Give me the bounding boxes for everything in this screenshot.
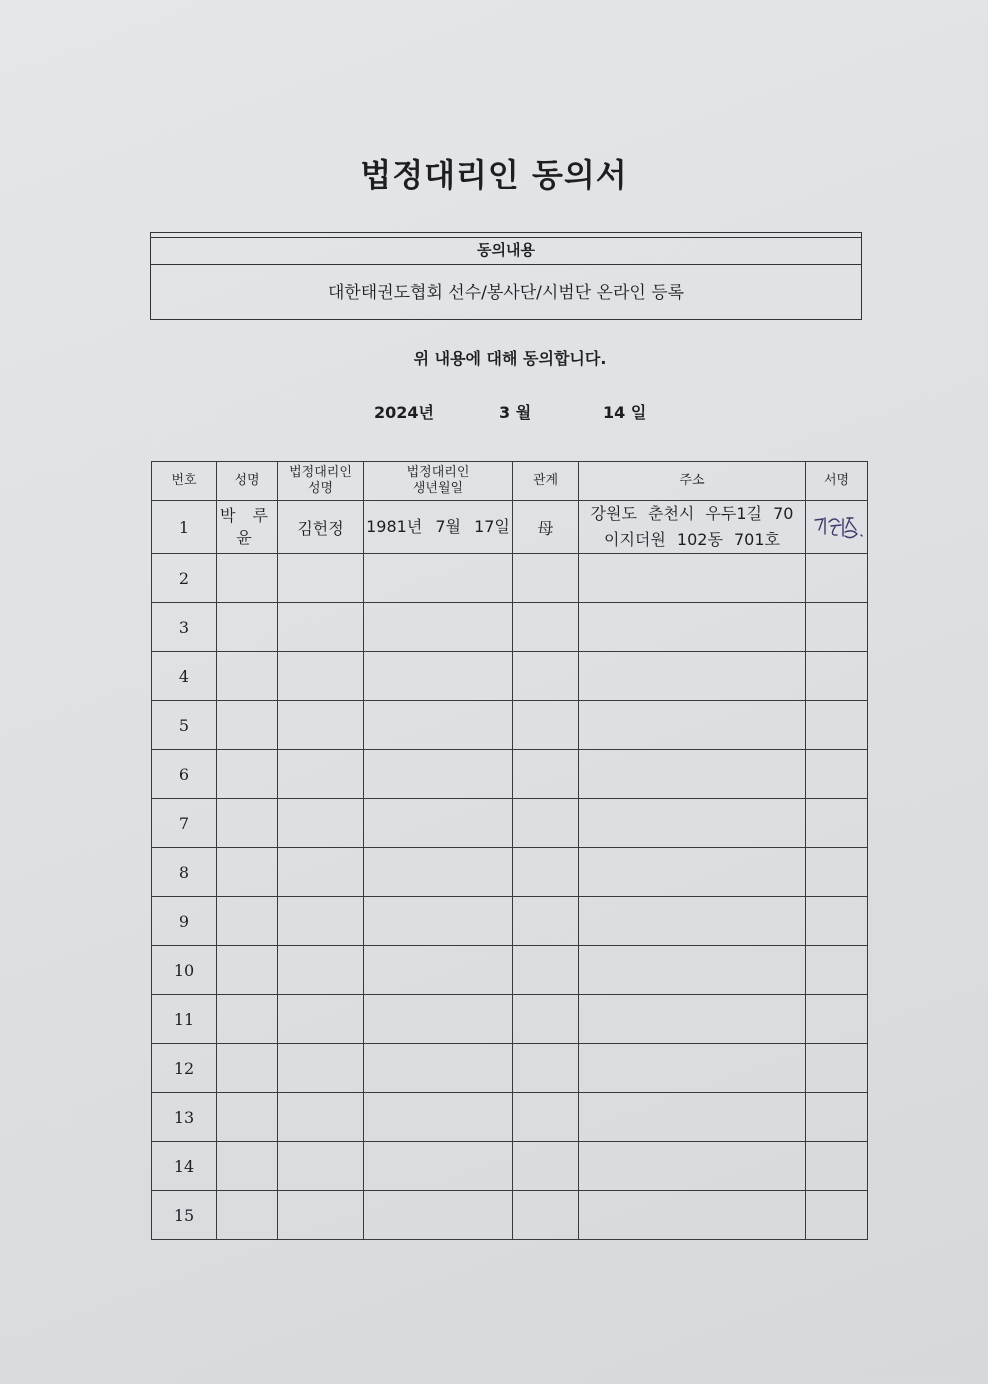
table-header-row: [152, 462, 868, 501]
empty-cell: [513, 995, 579, 1044]
empty-cell: [513, 1044, 579, 1093]
header-guardian-name-line2: 성명: [307, 481, 334, 496]
header-guardian-name: [278, 462, 364, 501]
empty-cell: [364, 897, 513, 946]
empty-cell: [364, 750, 513, 799]
empty-cell: [278, 1044, 364, 1093]
empty-cell: [513, 946, 579, 995]
empty-cell: [217, 1142, 278, 1191]
row-number: 9: [152, 897, 217, 946]
empty-cell: [806, 652, 868, 701]
table-row: [152, 554, 868, 603]
row-number: 2: [152, 554, 217, 603]
empty-cell: [278, 750, 364, 799]
empty-cell: [217, 848, 278, 897]
empty-cell: [806, 1142, 868, 1191]
header-name: 성명: [217, 462, 278, 501]
empty-cell: [217, 701, 278, 750]
empty-cell: [806, 1191, 868, 1240]
header-no: 번호: [152, 462, 217, 501]
empty-cell: [513, 1142, 579, 1191]
empty-cell: [806, 1093, 868, 1142]
header-relation: 관계: [513, 462, 579, 501]
row-number: 5: [152, 701, 217, 750]
header-guardian-dob: [364, 462, 513, 501]
empty-cell: [217, 554, 278, 603]
empty-cell: [364, 1093, 513, 1142]
row-address: 강원도 춘천시 우두1길 70 이지더원 102동 701호: [579, 501, 806, 554]
empty-cell: [579, 897, 806, 946]
empty-cell: [364, 1191, 513, 1240]
empty-cell: [278, 897, 364, 946]
consent-content: 대한태권도협회 선수/봉사단/시범단 온라인 등록: [327, 283, 685, 303]
empty-cell: [217, 1093, 278, 1142]
table-row: [152, 799, 868, 848]
guardian-roster-table: [151, 461, 868, 1240]
agreement-statement: 위 내용에 대해 동의합니다.: [413, 349, 607, 368]
empty-cell: [579, 1093, 806, 1142]
empty-cell: [278, 603, 364, 652]
empty-cell: [806, 554, 868, 603]
table-row: [152, 701, 868, 750]
row-number: 12: [152, 1044, 217, 1093]
empty-cell: [806, 701, 868, 750]
empty-cell: [278, 1093, 364, 1142]
table-body: [152, 501, 868, 1240]
table-row: [152, 848, 868, 897]
empty-cell: [217, 799, 278, 848]
row-number: 7: [152, 799, 217, 848]
empty-cell: [579, 652, 806, 701]
empty-cell: [217, 750, 278, 799]
row-name: 박 루 윤: [217, 501, 278, 554]
empty-cell: [364, 799, 513, 848]
empty-cell: [364, 1044, 513, 1093]
consent-content-box: [150, 232, 862, 320]
header-guardian-dob-line1: 법정대리인: [406, 465, 470, 480]
empty-cell: [278, 554, 364, 603]
empty-cell: [806, 799, 868, 848]
table-row: [152, 750, 868, 799]
row-number: 10: [152, 946, 217, 995]
row-number: 8: [152, 848, 217, 897]
table-row: [152, 603, 868, 652]
empty-cell: [579, 995, 806, 1044]
table-row: [152, 897, 868, 946]
table-row: [152, 652, 868, 701]
empty-cell: [579, 1044, 806, 1093]
table-row: [152, 1044, 868, 1093]
empty-cell: [806, 946, 868, 995]
empty-cell: [806, 1044, 868, 1093]
table-row: [152, 1093, 868, 1142]
header-guardian-name-line1: 법정대리인: [289, 465, 352, 480]
row-number: 6: [152, 750, 217, 799]
empty-cell: [217, 995, 278, 1044]
empty-cell: [217, 897, 278, 946]
empty-cell: [806, 848, 868, 897]
row-number: 15: [152, 1191, 217, 1240]
handwritten-signature: [809, 510, 865, 544]
header-address: 주소: [579, 462, 806, 501]
empty-cell: [278, 701, 364, 750]
empty-cell: [278, 1191, 364, 1240]
date-year: 2024년: [374, 403, 434, 422]
header-signature: 서명: [806, 462, 868, 501]
row-signature: [806, 501, 868, 554]
empty-cell: [513, 652, 579, 701]
empty-cell: [513, 1191, 579, 1240]
empty-cell: [364, 701, 513, 750]
empty-cell: [364, 946, 513, 995]
empty-cell: [513, 897, 579, 946]
empty-cell: [278, 946, 364, 995]
empty-cell: [513, 750, 579, 799]
empty-cell: [278, 652, 364, 701]
empty-cell: [579, 799, 806, 848]
date-month: 3 월: [499, 403, 532, 422]
empty-cell: [579, 701, 806, 750]
empty-cell: [513, 603, 579, 652]
empty-cell: [217, 946, 278, 995]
empty-cell: [278, 995, 364, 1044]
document-title: 법정대리인 동의서: [360, 156, 628, 194]
header-guardian-dob-line2: 생년월일: [412, 481, 464, 496]
empty-cell: [364, 848, 513, 897]
empty-cell: [579, 946, 806, 995]
row-guardian-name: 김헌정: [278, 501, 364, 554]
empty-cell: [579, 603, 806, 652]
empty-cell: [579, 750, 806, 799]
empty-cell: [806, 897, 868, 946]
table-row: [152, 946, 868, 995]
empty-cell: [579, 554, 806, 603]
row-number: 11: [152, 995, 217, 1044]
empty-cell: [806, 995, 868, 1044]
empty-cell: [364, 554, 513, 603]
empty-cell: [513, 1093, 579, 1142]
table-row: [152, 1142, 868, 1191]
empty-cell: [513, 554, 579, 603]
empty-cell: [364, 995, 513, 1044]
empty-cell: [364, 1142, 513, 1191]
date-day: 14 일: [603, 403, 647, 422]
empty-cell: [513, 848, 579, 897]
empty-cell: [278, 1142, 364, 1191]
empty-cell: [364, 603, 513, 652]
empty-cell: [278, 848, 364, 897]
empty-cell: [513, 701, 579, 750]
row-number: 3: [152, 603, 217, 652]
empty-cell: [513, 799, 579, 848]
empty-cell: [579, 848, 806, 897]
row-number: 1: [152, 501, 217, 554]
empty-cell: [806, 603, 868, 652]
row-guardian-dob: 1981년 7월 17일: [364, 501, 513, 554]
row-number: 4: [152, 652, 217, 701]
empty-cell: [364, 652, 513, 701]
row-number: 13: [152, 1093, 217, 1142]
empty-cell: [217, 1044, 278, 1093]
empty-cell: [579, 1142, 806, 1191]
table-row: [152, 995, 868, 1044]
empty-cell: [579, 1191, 806, 1240]
table-row: [152, 501, 868, 554]
empty-cell: [217, 1191, 278, 1240]
empty-cell: [806, 750, 868, 799]
empty-cell: [278, 799, 364, 848]
row-number: 14: [152, 1142, 217, 1191]
empty-cell: [217, 603, 278, 652]
row-relation: 母: [513, 501, 579, 554]
consent-header: 동의내용: [151, 237, 861, 265]
empty-cell: [217, 652, 278, 701]
table-row: [152, 1191, 868, 1240]
